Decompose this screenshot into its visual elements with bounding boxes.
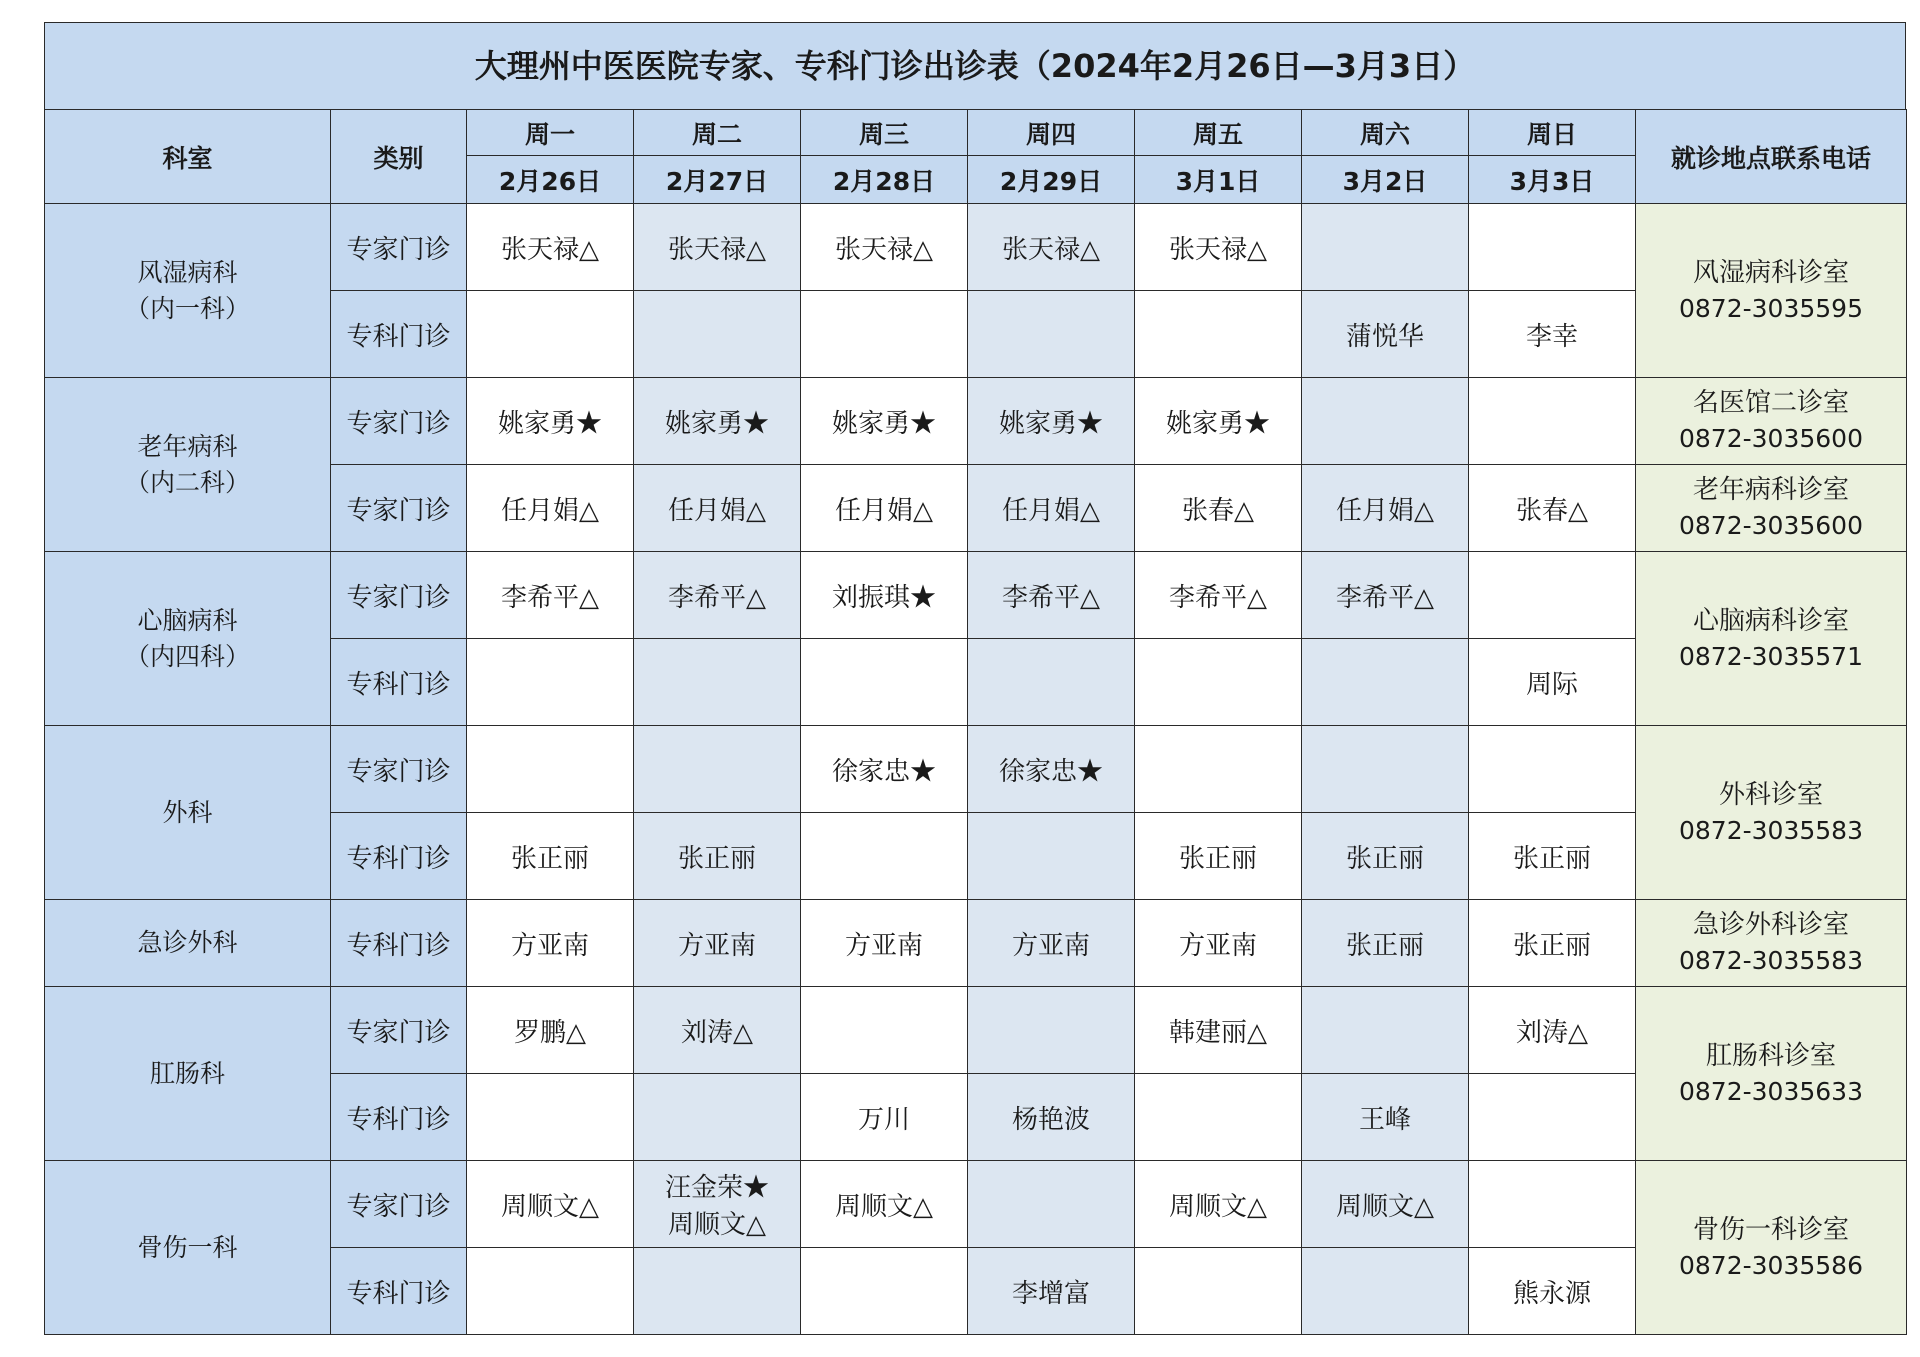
cell-line: 张春△ xyxy=(1182,495,1254,526)
dept-name: 外科 xyxy=(162,797,213,827)
doctor-cell xyxy=(1135,987,1302,1074)
cell-line: 李希平△ xyxy=(1169,582,1267,613)
doctor-cell xyxy=(968,1074,1135,1161)
cell-line: 张天禄△ xyxy=(835,234,933,265)
doctor-cell xyxy=(467,987,634,1074)
header-category: 类别 xyxy=(331,110,467,204)
cell-line: 张天禄△ xyxy=(1169,234,1267,265)
category-cell: 专科门诊 xyxy=(331,639,467,726)
doctor-cell xyxy=(968,204,1135,291)
category-cell: 专家门诊 xyxy=(331,378,467,465)
doctor-cell xyxy=(634,204,801,291)
doctor-cell xyxy=(1135,378,1302,465)
header-weekday: 周二 xyxy=(634,110,801,156)
doctor-cell xyxy=(1302,552,1469,639)
doctor-cell xyxy=(1135,900,1302,987)
header-date: 3月2日 xyxy=(1302,156,1469,204)
schedule-table xyxy=(44,109,1907,1335)
dept-name: 骨伤一科 xyxy=(137,1232,238,1262)
doctor-cell xyxy=(1135,813,1302,900)
cell-line: 张正丽 xyxy=(510,843,589,874)
cell-line: 方亚南 xyxy=(844,930,923,961)
dept-name: （内四科） xyxy=(124,641,250,671)
doctor-cell xyxy=(1469,552,1636,639)
doctor-cell xyxy=(1469,378,1636,465)
doctor-cell xyxy=(1135,1074,1302,1161)
location-room: 心脑病科诊室 xyxy=(1692,605,1849,636)
dept-name: 心脑病科 xyxy=(137,605,238,635)
cell-line: 姚家勇★ xyxy=(1165,408,1270,439)
doctor-cell xyxy=(968,552,1135,639)
cell-line: 熊永源 xyxy=(1512,1278,1591,1309)
dept-name: 老年病科 xyxy=(137,431,238,461)
dept-cell xyxy=(45,987,331,1161)
doctor-cell xyxy=(968,291,1135,378)
doctor-cell xyxy=(467,378,634,465)
category-cell: 专家门诊 xyxy=(331,987,467,1074)
cell-line: 任月娟△ xyxy=(1002,495,1100,526)
cell-line: 张正丽 xyxy=(677,843,756,874)
cell-line: 王峰 xyxy=(1358,1104,1411,1135)
cell-line: 张正丽 xyxy=(1178,843,1257,874)
doctor-cell xyxy=(634,726,801,813)
cell-line: 李希平△ xyxy=(501,582,599,613)
header-weekday: 周四 xyxy=(968,110,1135,156)
location-cell xyxy=(1636,1161,1907,1335)
cell-line: 徐家忠★ xyxy=(998,756,1103,787)
cell-line: 张正丽 xyxy=(1512,930,1591,961)
doctor-cell xyxy=(634,552,801,639)
doctor-cell xyxy=(467,1161,634,1248)
doctor-cell xyxy=(801,639,968,726)
dept-name: 肛肠科 xyxy=(149,1058,225,1088)
doctor-cell xyxy=(968,726,1135,813)
cell-line: 张天禄△ xyxy=(668,234,766,265)
doctor-cell xyxy=(1469,1074,1636,1161)
cell-line: 张正丽 xyxy=(1512,843,1591,874)
cell-line: 张正丽 xyxy=(1345,930,1424,961)
doctor-cell xyxy=(634,1161,801,1248)
cell-line: 张春△ xyxy=(1516,495,1588,526)
doctor-cell xyxy=(467,813,634,900)
category-cell: 专家门诊 xyxy=(331,1161,467,1248)
cell-line: 任月娟△ xyxy=(668,495,766,526)
cell-line: 姚家勇★ xyxy=(664,408,769,439)
table-row xyxy=(45,900,1907,987)
location-room: 肛肠科诊室 xyxy=(1705,1040,1836,1071)
schedule-body xyxy=(45,204,1907,1335)
cell-line: 蒲悦华 xyxy=(1345,321,1424,352)
header-weekday: 周五 xyxy=(1135,110,1302,156)
doctor-cell xyxy=(1302,1248,1469,1335)
doctor-cell xyxy=(1469,813,1636,900)
doctor-cell xyxy=(1302,465,1469,552)
doctor-cell xyxy=(634,1248,801,1335)
header-weekday: 周日 xyxy=(1469,110,1636,156)
cell-line: 任月娟△ xyxy=(1336,495,1434,526)
dept-name: 急诊外科 xyxy=(137,928,238,957)
cell-line: 杨艳波 xyxy=(1011,1104,1090,1135)
cell-line: 张天禄△ xyxy=(1002,234,1100,265)
cell-line: 刘涛△ xyxy=(681,1017,753,1048)
doctor-cell xyxy=(1302,1161,1469,1248)
header-location: 就诊地点联系电话 xyxy=(1636,110,1907,204)
header-date: 2月28日 xyxy=(801,156,968,204)
dept-cell xyxy=(45,552,331,726)
doctor-cell xyxy=(1302,900,1469,987)
doctor-cell xyxy=(1135,291,1302,378)
doctor-cell xyxy=(801,726,968,813)
cell-line: 姚家勇★ xyxy=(998,408,1103,439)
location-cell xyxy=(1636,465,1907,552)
dept-cell xyxy=(45,1161,331,1335)
cell-line: 方亚南 xyxy=(510,930,589,961)
doctor-cell xyxy=(467,204,634,291)
cell-line: 周顺文△ xyxy=(1336,1191,1434,1222)
dept-name: （内一科） xyxy=(124,293,250,323)
cell-line: 张正丽 xyxy=(1345,843,1424,874)
table-row xyxy=(45,1161,1907,1248)
table-row xyxy=(45,204,1907,291)
doctor-cell xyxy=(1302,378,1469,465)
doctor-cell xyxy=(467,639,634,726)
doctor-cell xyxy=(1469,204,1636,291)
dept-cell xyxy=(45,900,331,987)
location-phone: 0872-3035571 xyxy=(1679,641,1863,671)
schedule-sheet xyxy=(44,22,1906,1335)
dept-name: （内二科） xyxy=(124,467,250,497)
doctor-cell xyxy=(1135,639,1302,726)
cell-line: 韩建丽△ xyxy=(1169,1017,1267,1048)
header-date: 3月1日 xyxy=(1135,156,1302,204)
doctor-cell xyxy=(1469,291,1636,378)
cell-line: 刘涛△ xyxy=(1516,1017,1588,1048)
doctor-cell xyxy=(634,813,801,900)
header-weekday: 周六 xyxy=(1302,110,1469,156)
doctor-cell xyxy=(1469,465,1636,552)
cell-line: 方亚南 xyxy=(1011,930,1090,961)
cell-line: 李幸 xyxy=(1525,321,1578,352)
cell-line: 周顺文△ xyxy=(835,1191,933,1222)
header-date: 2月29日 xyxy=(968,156,1135,204)
category-cell: 专科门诊 xyxy=(331,1248,467,1335)
page-title: 大理州中医医院专家、专科门诊出诊表（2024年2月26日—3月3日） xyxy=(44,22,1906,109)
doctor-cell xyxy=(1302,987,1469,1074)
location-phone: 0872-3035583 xyxy=(1679,946,1863,975)
cell-line: 李希平△ xyxy=(668,582,766,613)
cell-line: 李希平△ xyxy=(1002,582,1100,613)
doctor-cell xyxy=(801,291,968,378)
doctor-cell xyxy=(1302,1074,1469,1161)
header-date: 3月3日 xyxy=(1469,156,1636,204)
doctor-cell xyxy=(968,900,1135,987)
doctor-cell xyxy=(801,465,968,552)
doctor-cell xyxy=(634,291,801,378)
dept-name: 风湿病科 xyxy=(137,257,238,287)
doctor-cell xyxy=(467,726,634,813)
cell-line: 周顺文△ xyxy=(501,1191,599,1222)
doctor-cell xyxy=(1469,639,1636,726)
cell-line: 罗鹏△ xyxy=(514,1017,586,1048)
doctor-cell xyxy=(1302,639,1469,726)
cell-line: 任月娟△ xyxy=(501,495,599,526)
doctor-cell xyxy=(1135,1248,1302,1335)
location-room: 急诊外科诊室 xyxy=(1692,910,1849,940)
table-row xyxy=(45,552,1907,639)
header-dept: 科室 xyxy=(45,110,331,204)
doctor-cell xyxy=(1135,726,1302,813)
cell-line: 李增富 xyxy=(1011,1278,1090,1309)
doctor-cell xyxy=(467,900,634,987)
header-row-weekday xyxy=(45,110,1907,156)
cell-line: 李希平△ xyxy=(1336,582,1434,613)
doctor-cell xyxy=(801,900,968,987)
location-room: 外科诊室 xyxy=(1718,779,1823,810)
doctor-cell xyxy=(801,813,968,900)
location-room: 老年病科诊室 xyxy=(1692,475,1849,505)
doctor-cell xyxy=(634,1074,801,1161)
category-cell: 专家门诊 xyxy=(331,204,467,291)
header-date: 2月27日 xyxy=(634,156,801,204)
doctor-cell xyxy=(968,1248,1135,1335)
doctor-cell xyxy=(1135,552,1302,639)
category-cell: 专家门诊 xyxy=(331,465,467,552)
location-room: 名医馆二诊室 xyxy=(1692,388,1849,418)
doctor-cell xyxy=(968,378,1135,465)
doctor-cell xyxy=(801,1161,968,1248)
cell-line: 刘振琪★ xyxy=(831,582,936,613)
doctor-cell xyxy=(634,987,801,1074)
cell-line: 姚家勇★ xyxy=(831,408,936,439)
table-row xyxy=(45,726,1907,813)
table-row xyxy=(45,378,1907,465)
location-cell xyxy=(1636,378,1907,465)
location-phone: 0872-3035633 xyxy=(1679,1076,1863,1106)
doctor-cell xyxy=(968,465,1135,552)
doctor-cell xyxy=(634,900,801,987)
doctor-cell xyxy=(1302,204,1469,291)
category-cell: 专家门诊 xyxy=(331,552,467,639)
cell-line: 方亚南 xyxy=(1178,930,1257,961)
cell-line: 周顺文△ xyxy=(1169,1191,1267,1222)
location-cell xyxy=(1636,552,1907,726)
cell-line: 万川 xyxy=(857,1104,910,1135)
location-room: 风湿病科诊室 xyxy=(1692,257,1849,288)
cell-line: 徐家忠★ xyxy=(831,756,936,787)
doctor-cell xyxy=(1135,465,1302,552)
doctor-cell xyxy=(467,1248,634,1335)
location-phone: 0872-3035595 xyxy=(1679,293,1863,323)
doctor-cell xyxy=(1302,726,1469,813)
doctor-cell xyxy=(1469,900,1636,987)
cell-line: 姚家勇★ xyxy=(497,408,602,439)
dept-cell xyxy=(45,726,331,900)
doctor-cell xyxy=(1135,204,1302,291)
doctor-cell xyxy=(801,204,968,291)
cell-line: 周际 xyxy=(1525,669,1578,700)
doctor-cell xyxy=(1302,291,1469,378)
doctor-cell xyxy=(801,378,968,465)
location-cell xyxy=(1636,204,1907,378)
doctor-cell xyxy=(1469,987,1636,1074)
doctor-cell xyxy=(467,465,634,552)
doctor-cell xyxy=(1302,813,1469,900)
doctor-cell xyxy=(968,813,1135,900)
doctor-cell xyxy=(968,1161,1135,1248)
doctor-cell xyxy=(801,1248,968,1335)
doctor-cell xyxy=(467,291,634,378)
category-cell: 专科门诊 xyxy=(331,900,467,987)
location-phone: 0872-3035583 xyxy=(1679,815,1863,845)
doctor-cell xyxy=(801,987,968,1074)
doctor-cell xyxy=(1469,1248,1636,1335)
doctor-cell xyxy=(968,639,1135,726)
doctor-cell xyxy=(968,987,1135,1074)
cell-line: 汪金荣★ xyxy=(664,1173,769,1203)
location-cell xyxy=(1636,900,1907,987)
cell-line: 任月娟△ xyxy=(835,495,933,526)
dept-cell xyxy=(45,204,331,378)
category-cell: 专科门诊 xyxy=(331,291,467,378)
location-room: 骨伤一科诊室 xyxy=(1692,1214,1849,1245)
location-phone: 0872-3035586 xyxy=(1679,1250,1863,1280)
doctor-cell xyxy=(1469,726,1636,813)
doctor-cell xyxy=(634,378,801,465)
table-row xyxy=(45,987,1907,1074)
location-phone: 0872-3035600 xyxy=(1679,424,1863,453)
doctor-cell xyxy=(634,639,801,726)
cell-line: 周顺文△ xyxy=(668,1210,766,1240)
cell-line: 张天禄△ xyxy=(501,234,599,265)
header-date: 2月26日 xyxy=(467,156,634,204)
location-cell xyxy=(1636,726,1907,900)
header-weekday: 周一 xyxy=(467,110,634,156)
doctor-cell xyxy=(1135,1161,1302,1248)
doctor-cell xyxy=(634,465,801,552)
doctor-cell xyxy=(1469,1161,1636,1248)
category-cell: 专科门诊 xyxy=(331,1074,467,1161)
category-cell: 专家门诊 xyxy=(331,726,467,813)
location-cell xyxy=(1636,987,1907,1161)
category-cell: 专科门诊 xyxy=(331,813,467,900)
cell-line: 方亚南 xyxy=(677,930,756,961)
header-weekday: 周三 xyxy=(801,110,968,156)
doctor-cell xyxy=(801,552,968,639)
location-phone: 0872-3035600 xyxy=(1679,511,1863,540)
dept-cell xyxy=(45,378,331,552)
doctor-cell xyxy=(467,1074,634,1161)
doctor-cell xyxy=(467,552,634,639)
doctor-cell xyxy=(801,1074,968,1161)
